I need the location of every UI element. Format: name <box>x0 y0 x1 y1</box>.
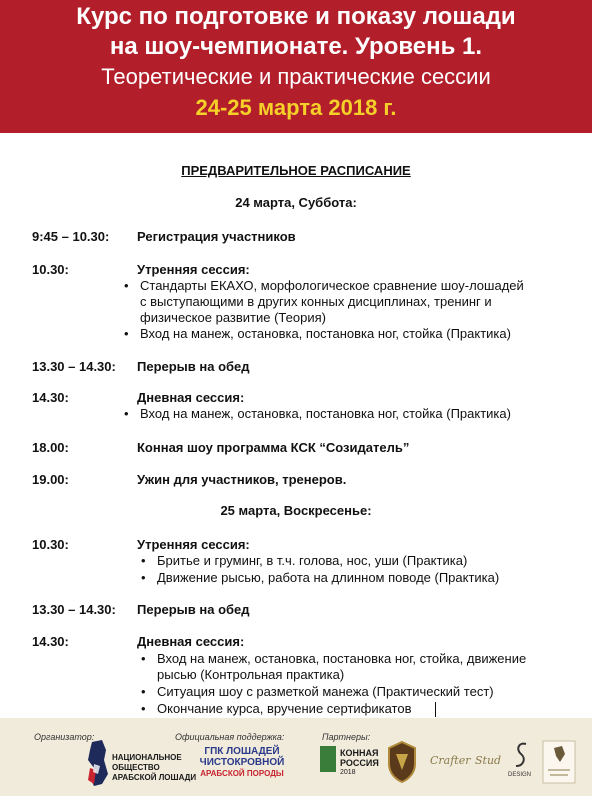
d1-morning-bullet2: • Вход на манеж, остановка, постановка ног, стойка (Практика) <box>124 326 511 341</box>
d2-afternoon-bullet3: • Окончание курса, вручение сертификатов <box>141 701 412 716</box>
footer-partners <box>0 718 592 796</box>
d1-title-registration: Регистрация участников <box>137 229 296 244</box>
d2-morning-bullet1: • Бритье и груминг, в т.ч. голова, нос, уши (Практика) <box>141 553 468 568</box>
konnaya-rossiya-icon <box>320 746 336 772</box>
partner-stud: Stud <box>475 754 502 767</box>
d2-time-lunch: 13.30 – 14.30: <box>32 602 116 617</box>
d1-morning-bullet1: • Стандарты ЕКАХО, морфологическое сравнение шоу-лошадей с выступающими в других конных дисциплинах, тренинг и физическое развитие (Теория) <box>124 278 524 325</box>
course-dates: 24-25 марта 2018 г. <box>195 95 397 120</box>
d1-title-morning: Утренняя сессия: <box>137 262 250 277</box>
crest-icon <box>385 740 419 784</box>
course-title-line2: на шоу-чемпионате. Уровень 1. <box>109 33 483 60</box>
horse-head-icon <box>84 738 110 788</box>
d1-title-afternoon: Дневная сессия: <box>137 390 245 405</box>
d1-time-afternoon: 14.30: <box>32 390 69 405</box>
d2-time-morning: 10.30: <box>32 537 69 552</box>
d2-afternoon-bullet2: • Ситуация шоу с разметкой манежа (Практический тест) <box>141 684 494 699</box>
d2-title-morning: Утренняя сессия: <box>137 537 250 552</box>
horse-emblem-icon <box>542 740 576 784</box>
d2-title-lunch: Перерыв на обед <box>137 602 250 617</box>
d1-title-lunch: Перерыв на обед <box>137 359 250 374</box>
day1-heading: 24 марта, Суббота: <box>235 195 357 210</box>
support-logo: ГПК ЛОШАДЕЙ ЧИСТОКРОВНОЙ АРАБСКОЙ ПОРОДЫ <box>199 746 285 778</box>
d1-time-morning: 10.30: <box>32 262 69 277</box>
partner-design-label: DESIGN <box>508 772 532 778</box>
s-monogram-icon <box>512 740 530 770</box>
support-label: Официальная поддержка: <box>175 732 285 742</box>
d2-title-afternoon: Дневная сессия: <box>137 634 245 649</box>
partners-label: Партнеры: <box>322 732 371 742</box>
course-subtitle: Теоретические и практические сессии <box>101 64 491 89</box>
d1-time-lunch: 13.30 – 14.30: <box>32 359 116 374</box>
partner-konnaya-rossiya: КОННАЯ РОССИЯ 2018 <box>340 748 379 776</box>
d1-title-dinner: Ужин для участников, тренеров. <box>137 472 347 487</box>
organizer-label: Организатор: <box>34 732 95 742</box>
d1-time-registration: 9:45 – 10.30: <box>32 229 110 244</box>
d1-afternoon-bullet1: • Вход на манеж, остановка, постановка ног, стойка (Практика) <box>124 406 511 421</box>
d1-time-dinner: 19.00: <box>32 472 69 487</box>
course-title-line1: Курс по подготовке и показу лошади <box>76 3 516 30</box>
header-banner <box>0 0 592 133</box>
d2-time-afternoon: 14.30: <box>32 634 69 649</box>
d1-title-show: Конная шоу программа КСК “Созидатель” <box>137 440 410 455</box>
d1-time-show: 18.00: <box>32 440 69 455</box>
schedule-title: ПРЕДВАРИТЕЛЬНОЕ РАСПИСАНИЕ <box>181 163 411 178</box>
text-cursor <box>435 702 436 717</box>
partner-crafter: Crafter <box>430 754 471 767</box>
d2-afternoon-bullet1: • Вход на манеж, остановка, постановка ног, стойка, движение рысью (Контрольная практика) <box>141 651 527 682</box>
day2-heading: 25 марта, Воскресенье: <box>220 503 372 518</box>
d2-morning-bullet2: • Движение рысью, работа на длинном поводе (Практика) <box>141 570 500 585</box>
organizer-logo: НАЦИОНАЛЬНОЕ ОБЩЕСТВО АРАБСКОЙ ЛОШАДИ <box>112 753 197 782</box>
